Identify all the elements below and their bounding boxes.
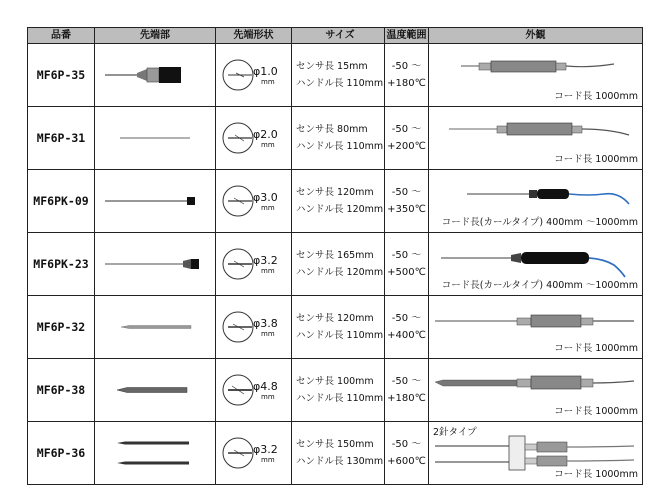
temp-min: -50 ～ — [391, 250, 422, 261]
probe-tip-illustration — [95, 359, 215, 421]
temp-min: -50 ～ — [391, 313, 422, 324]
product-code: MF6P-31 — [28, 107, 95, 170]
tip-diameter-unit: mm — [261, 141, 275, 149]
tip-diameter: φ4.8 — [253, 380, 278, 393]
temp-min: -50 ～ — [391, 124, 422, 135]
tip-diameter-unit: mm — [261, 456, 275, 464]
tip-diameter: φ3.8 — [253, 317, 278, 330]
handle-length: ハンドル長 130mm — [296, 456, 384, 467]
probe-tip-illustration — [95, 233, 215, 295]
tip-image — [95, 233, 216, 296]
temp-max: +600℃ — [387, 456, 426, 467]
header-size: サイズ — [292, 28, 385, 44]
handle-length: ハンドル長 120mm — [296, 267, 384, 278]
size-cell — [292, 170, 385, 233]
temp-cell — [385, 44, 429, 107]
tip-shape — [216, 233, 292, 296]
size-cell — [292, 107, 385, 170]
temp-cell — [385, 422, 429, 485]
tip-shape — [216, 44, 292, 107]
tip-image — [95, 107, 216, 170]
probe-tip-illustration — [95, 107, 215, 169]
product-code: MF6PK-23 — [28, 233, 95, 296]
temp-max: +400℃ — [387, 330, 426, 341]
table-row — [28, 44, 643, 107]
size-cell — [292, 296, 385, 359]
cord-length: コード長(カールタイプ) 400mm ～1000mm — [441, 280, 638, 291]
tip-shape — [216, 359, 292, 422]
cord-length: コード長 1000mm — [554, 343, 638, 354]
header-appearance: 外観 — [429, 28, 643, 44]
size-cell — [292, 422, 385, 485]
size-cell — [292, 44, 385, 107]
sensor-length: センサ長 15mm — [296, 61, 368, 72]
cord-length: コード長 1000mm — [554, 469, 638, 480]
table-row — [28, 233, 643, 296]
tip-image — [95, 296, 216, 359]
appearance-cell — [429, 296, 643, 359]
tip-shape — [216, 422, 292, 485]
temp-max: +200℃ — [387, 141, 426, 152]
header-code: 品番 — [28, 28, 95, 44]
sensor-length: センサ長 165mm — [296, 250, 374, 261]
tip-diameter-unit: mm — [261, 204, 275, 212]
header-tip: 先端部 — [95, 28, 216, 44]
tip-diameter: φ2.0 — [253, 128, 278, 141]
sensor-length: センサ長 80mm — [296, 124, 368, 135]
sensor-length: センサ長 100mm — [296, 376, 374, 387]
tip-diameter: φ3.2 — [253, 254, 278, 267]
sensor-length: センサ長 120mm — [296, 187, 374, 198]
table-row — [28, 296, 643, 359]
appearance-cell — [429, 107, 643, 170]
temp-min: -50 ～ — [391, 439, 422, 450]
probe-tip-illustration — [95, 44, 215, 106]
tip-image — [95, 359, 216, 422]
handle-length: ハンドル長 110mm — [296, 78, 384, 89]
tip-image — [95, 170, 216, 233]
tip-diameter-unit: mm — [261, 393, 275, 401]
temp-max: +180℃ — [387, 78, 426, 89]
product-code: MF6PK-09 — [28, 170, 95, 233]
appearance-cell — [429, 359, 643, 422]
size-cell — [292, 233, 385, 296]
probe-tip-illustration — [95, 170, 215, 232]
cord-length: コード長 1000mm — [554, 91, 638, 102]
cord-length: コード長 1000mm — [554, 406, 638, 417]
probe-tip-illustration — [95, 296, 215, 358]
temp-min: -50 ～ — [391, 187, 422, 198]
tip-diameter: φ1.0 — [253, 65, 278, 78]
handle-length: ハンドル長 110mm — [296, 393, 384, 404]
cord-length: コード長(カールタイプ) 400mm ～1000mm — [441, 217, 638, 228]
cord-length: コード長 1000mm — [554, 154, 638, 165]
appearance-cell — [429, 44, 643, 107]
tip-diameter-unit: mm — [261, 78, 275, 86]
temp-cell — [385, 359, 429, 422]
temp-max: +500℃ — [387, 267, 426, 278]
header-temp: 温度範囲 — [385, 28, 429, 44]
temp-cell — [385, 296, 429, 359]
header-shape: 先端形状 — [216, 28, 292, 44]
table-row — [28, 170, 643, 233]
table-row — [28, 359, 643, 422]
appearance-cell — [429, 422, 643, 485]
product-code: MF6P-38 — [28, 359, 95, 422]
table-row — [28, 422, 643, 485]
table-row — [28, 107, 643, 170]
tip-shape — [216, 107, 292, 170]
tip-diameter-unit: mm — [261, 330, 275, 338]
temp-cell — [385, 107, 429, 170]
temp-max: +350℃ — [387, 204, 426, 215]
tip-diameter: φ3.0 — [253, 191, 278, 204]
temp-max: +180℃ — [387, 393, 426, 404]
tip-diameter: φ3.2 — [253, 443, 278, 456]
tip-shape — [216, 296, 292, 359]
appearance-cell — [429, 233, 643, 296]
tip-shape — [216, 170, 292, 233]
appearance-cell — [429, 170, 643, 233]
size-cell — [292, 359, 385, 422]
handle-length: ハンドル長 110mm — [296, 141, 384, 152]
handle-length: ハンドル長 110mm — [296, 330, 384, 341]
appearance-type-label: 2針タイプ — [433, 427, 477, 438]
tip-image — [95, 44, 216, 107]
handle-length: ハンドル長 120mm — [296, 204, 384, 215]
temp-cell — [385, 233, 429, 296]
product-code: MF6P-36 — [28, 422, 95, 485]
temp-min: -50 ～ — [391, 376, 422, 387]
header-row — [28, 28, 643, 44]
temp-cell — [385, 170, 429, 233]
temp-min: -50 ～ — [391, 61, 422, 72]
product-code: MF6P-32 — [28, 296, 95, 359]
sensor-length: センサ長 120mm — [296, 313, 374, 324]
sensor-length: センサ長 150mm — [296, 439, 374, 450]
product-code: MF6P-35 — [28, 44, 95, 107]
tip-diameter-unit: mm — [261, 267, 275, 275]
probe-spec-table — [27, 27, 643, 485]
tip-image — [95, 422, 216, 485]
probe-tip-illustration — [95, 422, 215, 484]
